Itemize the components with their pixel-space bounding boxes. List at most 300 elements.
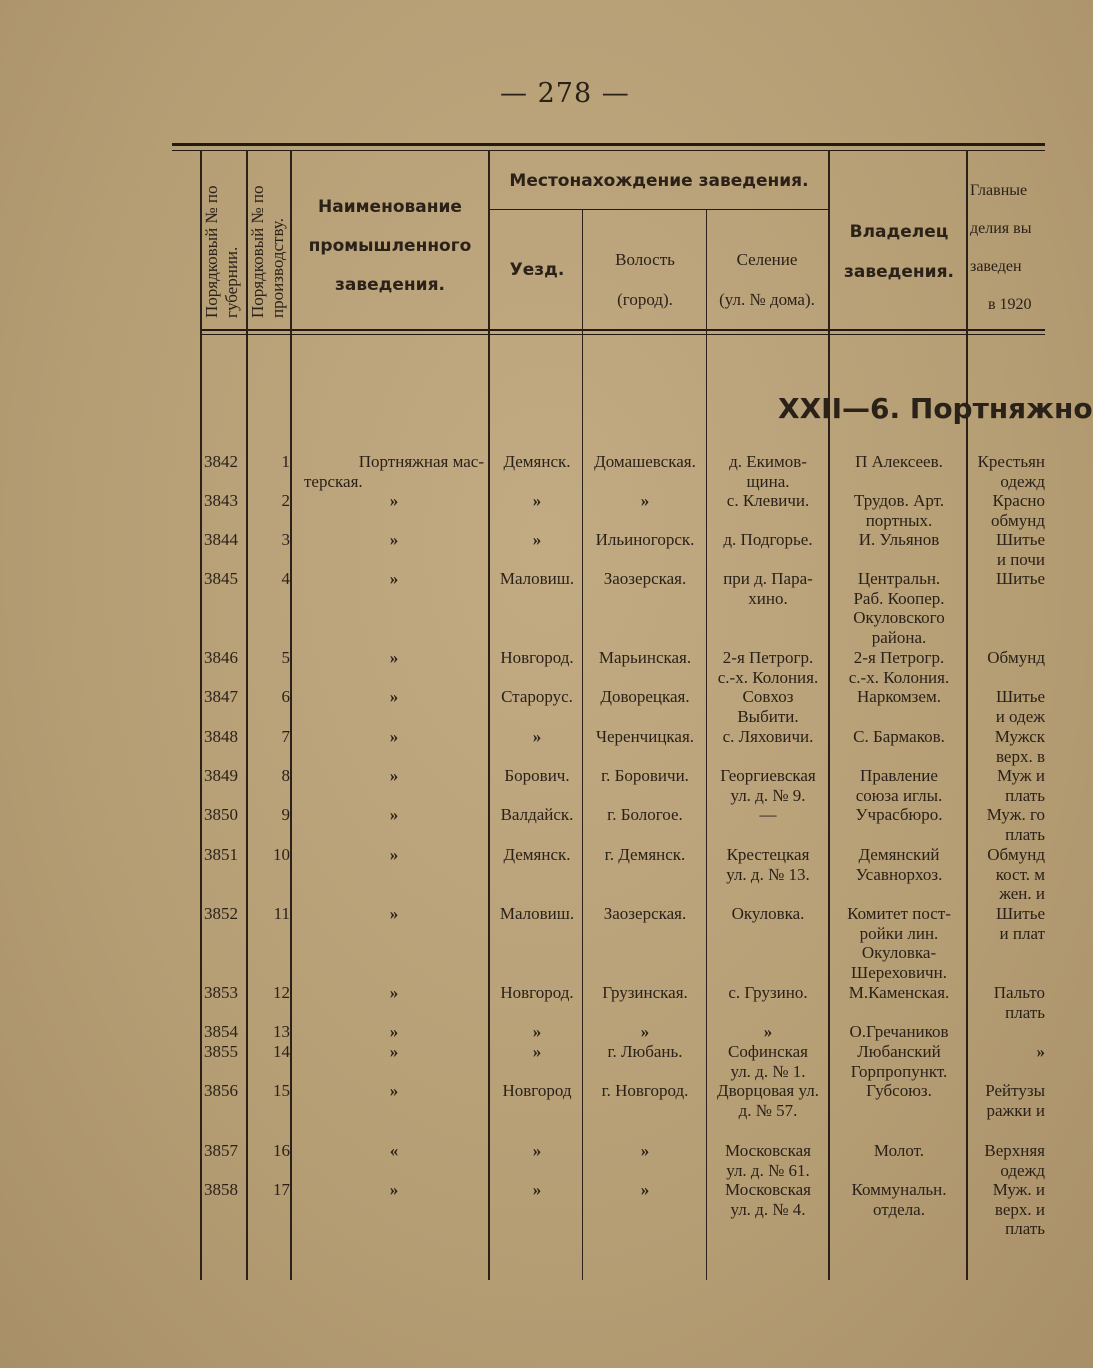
- row-13-owner: [832, 1022, 966, 1042]
- row-14-owner-line-1: Любанский: [857, 1042, 941, 1061]
- row-9-name: [304, 805, 484, 825]
- row-16-products-line-2: одежд: [1000, 1160, 1045, 1180]
- row-6-selenie: [708, 687, 828, 726]
- row-5-gub: [204, 648, 248, 668]
- row-3-owner-line-1: И. Ульянов: [858, 530, 940, 549]
- row-7-prod-line-1: 7: [281, 727, 290, 746]
- row-12-gub: [204, 983, 248, 1003]
- row-7-products-line-1: Мужск: [994, 727, 1045, 746]
- row-10-uezd-line-1: Демянск.: [503, 845, 571, 864]
- row-5-name-line-1: »: [389, 648, 399, 667]
- row-17-products: [970, 1180, 1045, 1239]
- row-1-selenie-line-2: щина.: [746, 471, 790, 491]
- row-6-selenie-line-2: Выбити.: [737, 706, 799, 726]
- row-7-selenie-line-1: с. Ляховичи.: [722, 727, 814, 746]
- row-2-prod: [250, 491, 290, 511]
- row-4-name: [304, 569, 484, 589]
- row-1-name: [304, 452, 484, 491]
- row-2-products-line-1: Красно: [992, 491, 1045, 510]
- header-guberniya: Порядковый № по губернии.: [202, 185, 241, 318]
- row-16-products: [970, 1141, 1045, 1180]
- row-15-volost: [584, 1081, 706, 1101]
- row-3-name: [304, 530, 484, 550]
- row-3-products: [970, 530, 1045, 569]
- row-8-products-line-1: Муж и: [996, 766, 1045, 785]
- row-6-name: [304, 687, 484, 707]
- row-5-selenie: [708, 648, 828, 687]
- row-11-prod-line-1: 11: [273, 904, 290, 923]
- row-5-products: [970, 648, 1045, 668]
- row-1-uezd: [492, 452, 582, 472]
- row-17-name: [304, 1180, 484, 1200]
- header-bottom-rule: [200, 329, 1045, 331]
- row-8-owner-line-2: союза иглы.: [855, 785, 943, 805]
- row-12-gub-line-1: 3853: [204, 983, 238, 1002]
- row-11-selenie: [708, 904, 828, 924]
- row-17-products-line-1: Муж. и: [992, 1180, 1045, 1199]
- row-16-name: [304, 1141, 484, 1161]
- row-3-selenie-line-1: д. Подгорье.: [723, 530, 813, 549]
- row-8-name-line-1: »: [389, 766, 399, 785]
- row-1-products: [970, 452, 1045, 491]
- row-4-volost: [584, 569, 706, 589]
- row-16-uezd-line-1: »: [532, 1141, 542, 1160]
- row-7-uezd: [492, 727, 582, 747]
- row-10-owner-line-1: Демянский: [858, 845, 940, 864]
- row-12-selenie-line-1: с. Грузино.: [728, 983, 808, 1002]
- col-line-selenie: [828, 150, 830, 1280]
- row-10-owner-line-2: Усавнорхоз.: [855, 864, 943, 884]
- row-8-gub-line-1: 3849: [204, 766, 238, 785]
- row-16-gub: [204, 1141, 248, 1161]
- header-owner: Владелец заведения.: [844, 222, 954, 282]
- row-13-name: [304, 1022, 484, 1042]
- row-17-owner-line-2: отдела.: [873, 1199, 925, 1219]
- row-10-gub: [204, 845, 248, 865]
- row-13-gub-line-1: 3854: [204, 1022, 238, 1041]
- row-10-products-line-2: кост. м: [995, 864, 1045, 884]
- row-8-uezd: [492, 766, 582, 786]
- col-line-name: [488, 150, 490, 1280]
- row-7-selenie: [708, 727, 828, 747]
- row-14-volost: [584, 1042, 706, 1062]
- row-17-selenie-line-2: ул. д. № 4.: [730, 1199, 806, 1219]
- location-subheader-rule: [490, 209, 828, 210]
- row-5-volost-line-1: Марьинская.: [598, 648, 692, 667]
- row-9-name-line-1: »: [389, 805, 399, 824]
- row-1-volost-line-1: Домашевская.: [594, 452, 696, 471]
- row-15-uezd: [492, 1081, 582, 1101]
- col-line-left: [200, 150, 202, 1280]
- row-10-selenie-line-2: ул. д. № 13.: [726, 864, 810, 884]
- row-15-products-line-1: Рейтузы: [985, 1081, 1045, 1100]
- row-14-prod: [250, 1042, 290, 1062]
- row-17-owner-line-1: Коммунальн.: [851, 1180, 947, 1199]
- row-14-owner: [832, 1042, 966, 1081]
- row-3-gub-line-1: 3844: [204, 530, 238, 549]
- row-12-uezd-line-1: Новгород.: [500, 983, 574, 1002]
- row-14-prod-line-1: 14: [273, 1042, 290, 1061]
- row-11-owner-line-1: Комитет пост-: [847, 904, 951, 923]
- header-location: Местонахождение заведения.: [509, 171, 809, 191]
- row-1-uezd-line-1: Демянск.: [503, 452, 571, 471]
- row-14-owner-line-2: Горпропункт.: [850, 1061, 948, 1081]
- row-14-products-line-1: »: [1036, 1042, 1045, 1061]
- row-6-gub-line-1: 3847: [204, 687, 238, 706]
- row-15-name-line-1: »: [389, 1081, 399, 1100]
- row-2-owner: [832, 491, 966, 530]
- row-10-uezd: [492, 845, 582, 865]
- row-9-gub-line-1: 3850: [204, 805, 238, 824]
- row-4-uezd: [492, 569, 582, 589]
- row-11-volost-line-1: Заозерская.: [603, 904, 687, 923]
- row-4-gub-line-1: 3845: [204, 569, 238, 588]
- row-17-gub-line-1: 3858: [204, 1180, 238, 1199]
- header-volost: Волость (город).: [615, 250, 675, 309]
- header-uezd: Уезд.: [509, 260, 565, 280]
- row-16-gub-line-1: 3857: [204, 1141, 238, 1160]
- header-bottom-rule-2: [200, 334, 1045, 335]
- row-17-uezd-line-1: »: [532, 1180, 542, 1199]
- row-11-selenie-line-1: Окуловка.: [731, 904, 805, 923]
- row-14-name: [304, 1042, 484, 1062]
- page-number: — 278 —: [500, 78, 630, 109]
- row-17-products-line-3: плать: [1005, 1219, 1045, 1238]
- row-1-prod-line-1: 1: [281, 452, 290, 471]
- row-9-volost-line-1: г. Бологое.: [607, 805, 683, 824]
- col-line-owner: [966, 150, 968, 1280]
- row-4-name-line-1: »: [389, 569, 399, 588]
- row-7-name-line-1: »: [389, 727, 399, 746]
- row-2-gub-line-1: 3843: [204, 491, 238, 510]
- row-6-owner: [832, 687, 966, 707]
- row-5-volost: [584, 648, 706, 668]
- row-9-selenie: [708, 805, 828, 825]
- row-16-selenie-line-1: Московская: [725, 1141, 811, 1160]
- row-7-prod: [250, 727, 290, 747]
- row-10-name-line-1: »: [389, 845, 399, 864]
- row-1-volost: [584, 452, 706, 472]
- row-3-volost-line-1: Ильиногорск.: [595, 530, 695, 549]
- row-11-uezd: [492, 904, 582, 924]
- row-3-prod: [250, 530, 290, 550]
- row-17-selenie: [708, 1180, 828, 1219]
- row-14-selenie: [708, 1042, 828, 1081]
- row-7-uezd-line-1: »: [532, 727, 542, 746]
- row-12-products: [970, 983, 1045, 1022]
- row-17-owner: [832, 1180, 966, 1219]
- row-12-owner: [832, 983, 966, 1003]
- row-8-selenie-line-2: ул. д. № 9.: [730, 785, 806, 805]
- header-production: Порядковый № по производству.: [248, 185, 287, 318]
- row-9-prod: [250, 805, 290, 825]
- row-8-prod-line-1: 8: [281, 766, 290, 785]
- row-5-owner-line-2: с.-х. Колония.: [848, 667, 950, 687]
- row-3-products-line-1: Шитье: [996, 530, 1045, 549]
- row-11-owner-line-4: Шереховичн.: [851, 962, 947, 982]
- row-11-prod: [250, 904, 290, 924]
- row-12-prod-line-1: 12: [273, 983, 290, 1002]
- row-17-volost-line-1: »: [640, 1180, 650, 1199]
- row-6-volost-line-1: Доворецкая.: [600, 687, 690, 706]
- row-2-gub: [204, 491, 248, 511]
- row-4-volost-line-1: Заозерская.: [603, 569, 687, 588]
- row-8-products: [970, 766, 1045, 805]
- row-3-uezd: [492, 530, 582, 550]
- row-4-owner-line-3: Окуловского: [853, 608, 945, 627]
- row-9-products: [970, 805, 1045, 844]
- row-9-products-line-1: Муж. го: [986, 805, 1045, 824]
- row-9-prod-line-1: 9: [281, 805, 290, 824]
- row-8-selenie: [708, 766, 828, 805]
- row-13-prod: [250, 1022, 290, 1042]
- row-9-products-line-2: плать: [1005, 824, 1045, 844]
- col-line-prod: [290, 150, 292, 1280]
- row-6-owner-line-1: Наркомзем.: [857, 687, 941, 706]
- row-5-name: [304, 648, 484, 668]
- row-10-prod: [250, 845, 290, 865]
- row-16-selenie-line-2: ул. д. № 61.: [726, 1160, 810, 1180]
- row-7-volost: [584, 727, 706, 747]
- row-11-gub: [204, 904, 248, 924]
- row-15-name: [304, 1081, 484, 1101]
- row-14-selenie-line-1: Софинская: [728, 1042, 808, 1061]
- row-1-owner-line-1: П Алексеев.: [855, 452, 943, 471]
- row-14-gub-line-1: 3855: [204, 1042, 238, 1061]
- row-5-selenie-line-2: с.-х. Колония.: [717, 667, 819, 687]
- row-16-owner-line-1: Молот.: [873, 1141, 925, 1160]
- row-11-name: [304, 904, 484, 924]
- row-15-uezd-line-1: Новгород: [502, 1081, 572, 1100]
- row-13-selenie-line-1: »: [763, 1022, 773, 1041]
- row-4-owner-line-1: Центральн.: [857, 569, 941, 588]
- row-4-selenie-line-1: при д. Пара-: [723, 569, 813, 588]
- row-10-volost: [584, 845, 706, 865]
- row-11-owner-line-3: Окуловка-: [861, 943, 937, 962]
- row-3-gub: [204, 530, 248, 550]
- row-14-products: [970, 1042, 1045, 1062]
- row-2-owner-line-2: портных.: [865, 510, 933, 530]
- row-13-gub: [204, 1022, 248, 1042]
- row-6-name-line-1: »: [389, 687, 399, 706]
- row-12-volost-line-1: Грузинская.: [602, 983, 688, 1002]
- row-16-owner: [832, 1141, 966, 1161]
- row-12-volost: [584, 983, 706, 1003]
- row-9-gub: [204, 805, 248, 825]
- row-17-gub: [204, 1180, 248, 1200]
- row-15-selenie-line-2: д. № 57.: [738, 1100, 798, 1120]
- row-8-volost-line-1: г. Боровичи.: [601, 766, 689, 785]
- row-4-prod-line-1: 4: [281, 569, 290, 588]
- row-5-selenie-line-1: 2-я Петрогр.: [722, 648, 814, 667]
- row-2-uezd-line-1: »: [532, 491, 542, 510]
- row-13-volost: [584, 1022, 706, 1042]
- row-8-products-line-2: плать: [1005, 785, 1045, 805]
- row-16-name-line-1: «: [389, 1141, 399, 1160]
- row-7-products: [970, 727, 1045, 766]
- row-5-owner: [832, 648, 966, 687]
- row-10-products: [970, 845, 1045, 904]
- row-17-volost: [584, 1180, 706, 1200]
- row-16-uezd: [492, 1141, 582, 1161]
- row-8-uezd-line-1: Борович.: [504, 766, 570, 785]
- row-14-name-line-1: »: [389, 1042, 399, 1061]
- row-4-selenie: [708, 569, 828, 608]
- row-11-products-line-2: и плат: [999, 923, 1045, 943]
- row-10-products-line-3: жен. и: [999, 884, 1045, 903]
- row-16-selenie: [708, 1141, 828, 1180]
- row-1-products-line-2: одежд: [1000, 471, 1045, 491]
- row-16-volost: [584, 1141, 706, 1161]
- row-1-gub-line-1: 3842: [204, 452, 238, 471]
- row-1-owner: [832, 452, 966, 472]
- row-13-volost-line-1: »: [640, 1022, 650, 1041]
- row-15-products-line-2: ражки и: [986, 1100, 1045, 1120]
- row-10-selenie-line-1: Крестецкая: [726, 845, 810, 864]
- row-5-gub-line-1: 3846: [204, 648, 238, 667]
- row-9-owner-line-1: Учрасбюро.: [855, 805, 943, 824]
- row-4-products: [970, 569, 1045, 589]
- top-rule-thick: [172, 143, 1045, 146]
- row-7-name: [304, 727, 484, 747]
- row-7-owner: [832, 727, 966, 747]
- row-14-uezd: [492, 1042, 582, 1062]
- row-15-volost-line-1: г. Новгород.: [601, 1081, 689, 1100]
- row-5-uezd: [492, 648, 582, 668]
- row-12-owner-line-1: М.Каменская.: [848, 983, 950, 1002]
- row-2-selenie-line-1: с. Клевичи.: [726, 491, 810, 510]
- row-15-selenie: [708, 1081, 828, 1120]
- row-15-products: [970, 1081, 1045, 1120]
- row-10-products-line-1: Обмунд: [987, 845, 1045, 864]
- section-title: XXII—6. Портняжно: [778, 392, 1093, 425]
- row-7-gub: [204, 727, 248, 747]
- row-15-owner: [832, 1081, 966, 1101]
- row-9-owner: [832, 805, 966, 825]
- row-9-selenie-line-1: —: [759, 805, 777, 824]
- row-14-gub: [204, 1042, 248, 1062]
- header-products: Главные делия вы заведен в 1920: [970, 182, 1032, 313]
- header-selenie: Селение (ул. № дома).: [719, 250, 815, 309]
- row-4-uezd-line-1: Маловиш.: [499, 569, 575, 588]
- row-2-volost: [584, 491, 706, 511]
- row-13-name-line-1: »: [389, 1022, 399, 1041]
- row-6-gub: [204, 687, 248, 707]
- row-13-selenie: [708, 1022, 828, 1042]
- row-2-prod-line-1: 2: [281, 491, 290, 510]
- row-2-products: [970, 491, 1045, 530]
- row-11-volost: [584, 904, 706, 924]
- col-line-volost: [706, 210, 707, 1280]
- row-9-uezd-line-1: Валдайск.: [500, 805, 574, 824]
- row-3-products-line-2: и почи: [996, 549, 1045, 569]
- row-17-prod-line-1: 17: [273, 1180, 290, 1199]
- row-5-products-line-1: Обмунд: [987, 648, 1045, 667]
- row-13-prod-line-1: 13: [273, 1022, 290, 1041]
- row-10-name: [304, 845, 484, 865]
- row-6-prod: [250, 687, 290, 707]
- row-7-products-line-2: верх. в: [996, 746, 1045, 766]
- row-1-products-line-1: Крестьян: [977, 452, 1045, 471]
- row-1-name-line-1: Портняжная мас-: [358, 452, 484, 471]
- row-17-prod: [250, 1180, 290, 1200]
- row-8-owner: [832, 766, 966, 805]
- top-rule-thin: [172, 150, 1045, 151]
- row-3-owner: [832, 530, 966, 550]
- row-12-prod: [250, 983, 290, 1003]
- row-2-products-line-2: обмунд: [991, 510, 1045, 530]
- row-4-selenie-line-2: хино.: [748, 588, 788, 608]
- row-16-volost-line-1: »: [640, 1141, 650, 1160]
- row-2-name-line-1: »: [389, 491, 399, 510]
- row-16-prod-line-1: 16: [273, 1141, 290, 1160]
- row-5-uezd-line-1: Новгород.: [500, 648, 574, 667]
- row-8-volost: [584, 766, 706, 786]
- row-12-selenie: [708, 983, 828, 1003]
- row-5-prod: [250, 648, 290, 668]
- row-1-prod: [250, 452, 290, 472]
- row-7-gub-line-1: 3848: [204, 727, 238, 746]
- row-4-gub: [204, 569, 248, 589]
- row-6-selenie-line-1: Совхоз: [742, 687, 794, 706]
- row-11-products: [970, 904, 1045, 943]
- row-14-uezd-line-1: »: [532, 1042, 542, 1061]
- row-15-gub: [204, 1081, 248, 1101]
- row-4-products-line-1: Шитье: [996, 569, 1045, 588]
- header-name: Наименование промышленного заведения.: [308, 197, 472, 295]
- row-15-owner-line-1: Губсоюз.: [866, 1081, 932, 1100]
- row-17-name-line-1: »: [389, 1180, 399, 1199]
- row-14-selenie-line-2: ул. д. № 1.: [730, 1061, 806, 1081]
- row-8-selenie-line-1: Георгиевская: [720, 766, 816, 785]
- row-11-gub-line-1: 3852: [204, 904, 238, 923]
- row-11-name-line-1: »: [389, 904, 399, 923]
- row-6-prod-line-1: 6: [281, 687, 290, 706]
- row-10-volost-line-1: г. Демянск.: [604, 845, 686, 864]
- row-10-prod-line-1: 10: [273, 845, 290, 864]
- row-3-selenie: [708, 530, 828, 550]
- row-9-uezd: [492, 805, 582, 825]
- row-3-volost: [584, 530, 706, 550]
- row-10-gub-line-1: 3851: [204, 845, 238, 864]
- row-3-name-line-1: »: [389, 530, 399, 549]
- row-14-volost-line-1: г. Любань.: [607, 1042, 683, 1061]
- row-1-gub: [204, 452, 248, 472]
- row-8-name: [304, 766, 484, 786]
- row-13-owner-line-1: О.Гречаников: [849, 1022, 949, 1041]
- row-17-products-line-2: верх. и: [994, 1199, 1045, 1219]
- row-15-prod: [250, 1081, 290, 1101]
- row-6-products-line-2: и одеж: [995, 706, 1045, 726]
- row-3-uezd-line-1: »: [532, 530, 542, 549]
- row-11-products-line-1: Шитье: [996, 904, 1045, 923]
- row-5-owner-line-1: 2-я Петрогр.: [853, 648, 945, 667]
- row-8-gub: [204, 766, 248, 786]
- row-16-products-line-1: Верхняя: [984, 1141, 1045, 1160]
- row-1-selenie: [708, 452, 828, 491]
- col-line-uezd: [582, 210, 583, 1280]
- row-2-uezd: [492, 491, 582, 511]
- row-4-prod: [250, 569, 290, 589]
- row-6-volost: [584, 687, 706, 707]
- row-10-selenie: [708, 845, 828, 884]
- row-9-volost: [584, 805, 706, 825]
- row-8-owner-line-1: Правление: [860, 766, 938, 785]
- row-6-uezd-line-1: Старорус.: [501, 687, 573, 706]
- row-17-selenie-line-1: Московская: [725, 1180, 811, 1199]
- row-11-uezd-line-1: Маловиш.: [499, 904, 575, 923]
- row-1-selenie-line-1: д. Екимов-: [729, 452, 807, 471]
